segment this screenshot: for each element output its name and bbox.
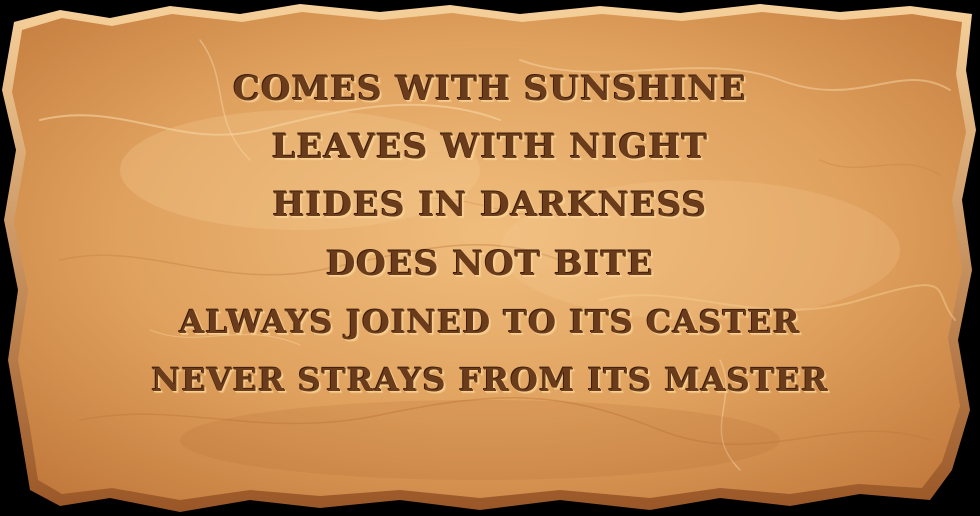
riddle-line: DOES NOT BITE [325, 243, 655, 284]
riddle-line: HIDES IN DARKNESS [272, 185, 708, 226]
riddle-line: LEAVES WITH NIGHT [271, 127, 709, 168]
shade-patch [180, 400, 780, 480]
riddle-line: NEVER STRAYS FROM ITS MASTER [151, 360, 829, 399]
riddle-inscription [60, 60, 920, 410]
riddle-line: ALWAYS JOINED TO ITS CASTER [179, 302, 801, 341]
riddle-line: COMES WITH SUNSHINE [233, 69, 747, 109]
